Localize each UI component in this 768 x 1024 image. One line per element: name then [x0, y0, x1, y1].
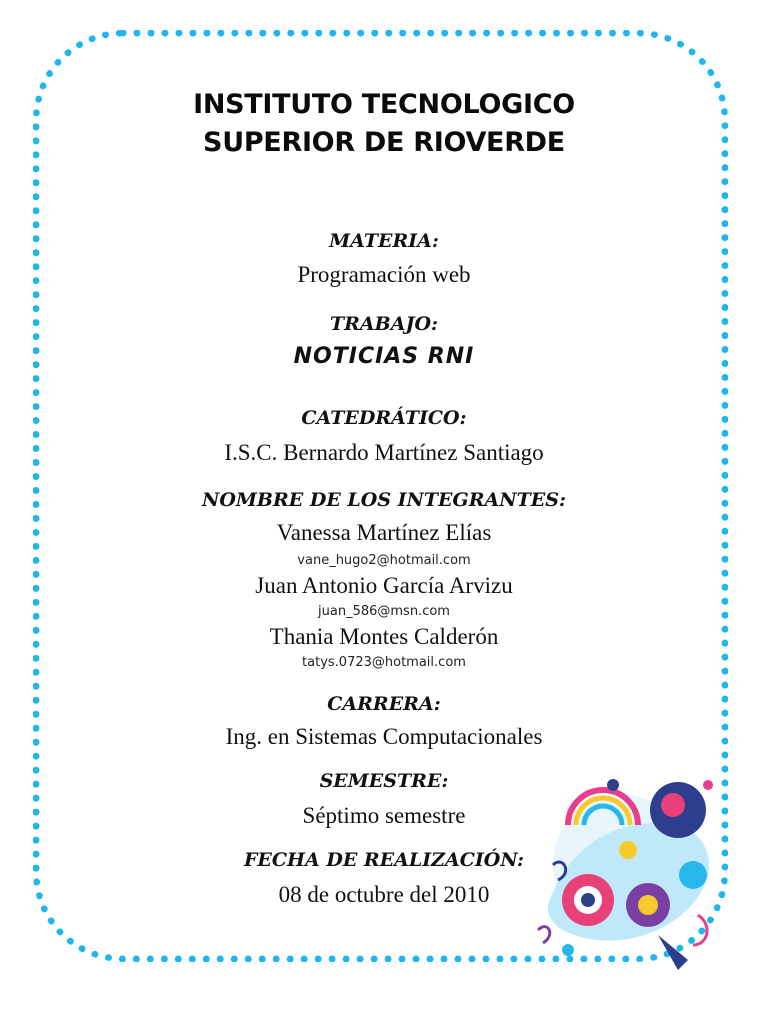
integrantes-label: NOMBRE DE LOS INTEGRANTES:: [201, 489, 567, 511]
semestre-label: SEMESTRE:: [319, 770, 449, 792]
materia-value: Programación web: [297, 262, 471, 287]
carrera-value: Ing. en Sistemas Computacionales: [225, 724, 543, 749]
member-name: Juan Antonio García Arvizu: [255, 573, 513, 598]
institution-title-line2: SUPERIOR DE RIOVERDE: [203, 127, 565, 158]
member-name: Vanessa Martínez Elías: [276, 520, 492, 545]
member-email: vane_hugo2@hotmail.com: [297, 553, 471, 568]
catedratico-label: CATEDRÁTICO:: [301, 407, 467, 429]
member-email: tatys.0723@hotmail.com: [302, 655, 466, 670]
materia-label: MATERIA:: [329, 230, 439, 252]
member-email: juan_586@msn.com: [318, 604, 450, 619]
catedratico-value: I.S.C. Bernardo Martínez Santiago: [224, 440, 544, 465]
fecha-value: 08 de octubre del 2010: [278, 882, 490, 907]
semestre-value: Séptimo semestre: [302, 803, 466, 828]
institution-title-line1: INSTITUTO TECNOLOGICO: [193, 89, 575, 120]
decorative-vector-art: [528, 755, 728, 980]
trabajo-value: NOTICIAS RNI: [293, 344, 475, 369]
carrera-label: CARRERA:: [327, 693, 441, 715]
trabajo-label: TRABAJO:: [329, 313, 439, 335]
fecha-label: FECHA DE REALIZACIÓN:: [243, 849, 525, 871]
member-name: Thania Montes Calderón: [269, 624, 499, 649]
